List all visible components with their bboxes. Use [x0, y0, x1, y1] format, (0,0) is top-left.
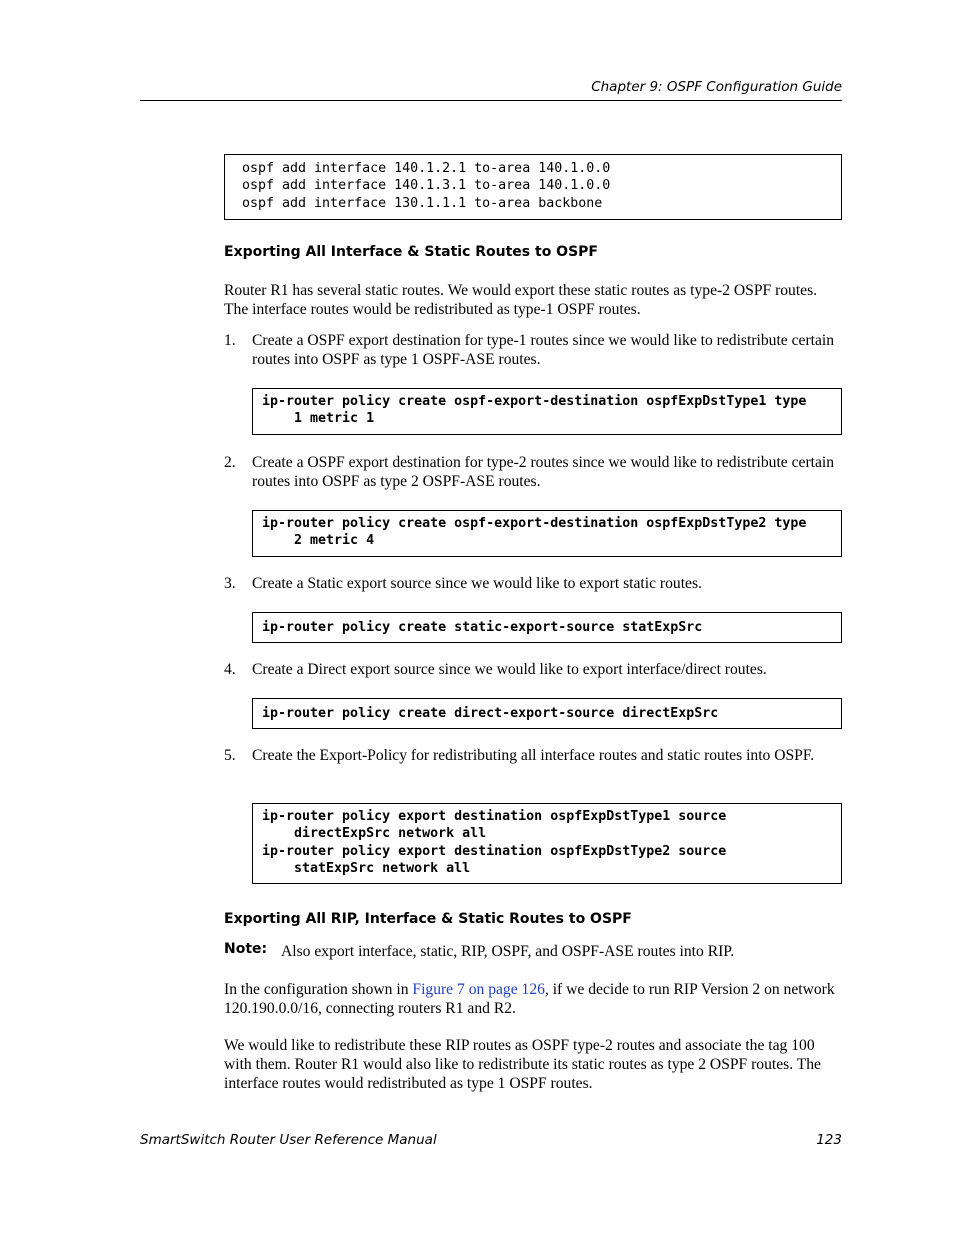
step-number: 1.: [224, 332, 236, 349]
chapter-header: Chapter 9: OSPF Configuration Guide: [591, 79, 842, 95]
note-text: Also export interface, static, RIP, OSPF, and OSPF-ASE routes into RIP.: [281, 943, 735, 960]
footer-page-number: 123: [816, 1132, 842, 1148]
para1-text-before: In the configuration shown in: [224, 981, 413, 998]
code-block-step5: ip-router policy export destination ospfExpDstType1 source directExpSrc network all ip-router policy export destination ospfExpDstType2 source statExpSrc network all: [252, 803, 842, 884]
code-block-step2: ip-router policy create ospf-export-destination ospfExpDstType2 type 2 metric 4: [252, 510, 842, 557]
header-rule: [140, 100, 842, 101]
code-block-interfaces: ospf add interface 140.1.2.1 to-area 140.1.0.0 ospf add interface 140.1.3.1 to-area 140.1.0.0 ospf add interface 130.1.1.1 to-area backbone: [224, 154, 842, 220]
note-label: Note:: [224, 941, 268, 957]
step-text: Create a Direct export source since we would like to export interface/direct routes.: [252, 661, 767, 678]
step-number: 5.: [224, 747, 236, 764]
step-text: Create the Export-Policy for redistributing all interface routes and static routes into OSPF.: [252, 747, 815, 764]
step-text: Create a Static export source since we would like to export static routes.: [252, 575, 702, 592]
code-block-step3: ip-router policy create static-export-source statExpSrc: [252, 612, 842, 643]
section-heading-interface-static: Exporting All Interface & Static Routes to OSPF: [224, 244, 598, 260]
footer-manual-title: SmartSwitch Router User Reference Manual: [140, 1132, 437, 1148]
step-number: 2.: [224, 454, 236, 471]
section-heading-rip-interface-static: Exporting All RIP, Interface & Static Routes to OSPF: [224, 911, 632, 927]
code-block-step4: ip-router policy create direct-export-source directExpSrc: [252, 698, 842, 729]
step-text: Create a OSPF export destination for type-2 routes since we would like to redistribute certain routes into OSPF as type 2 OSPF-ASE routes.: [252, 454, 835, 490]
section1-intro: Router R1 has several static routes. We would export these static routes as type-2 OSPF routes. The interface routes would be redistributed as type-1 OSPF routes.: [224, 282, 818, 318]
section2-para2: We would like to redistribute these RIP routes as OSPF type-2 routes and associate the tag 100 with them. Router R1 would also like to redistribute its static routes as type 2 OSPF routes. The interface routes would redistributed as type 1 OSPF routes.: [224, 1037, 821, 1092]
code-block-step1: ip-router policy create ospf-export-destination ospfExpDstType1 type 1 metric 1: [252, 388, 842, 435]
step-text: Create a OSPF export destination for type-1 routes since we would like to redistribute certain routes into OSPF as type 1 OSPF-ASE routes.: [252, 332, 835, 368]
figure-7-link[interactable]: Figure 7 on page 126: [412, 981, 545, 998]
step-number: 3.: [224, 575, 236, 592]
step-number: 4.: [224, 661, 236, 678]
section2-para1: [224, 980, 844, 1018]
para1-text-after: , if we decide to run RIP Version 2 on network 120.190.0.0/16, connecting routers R1 and R2.: [224, 981, 835, 1017]
